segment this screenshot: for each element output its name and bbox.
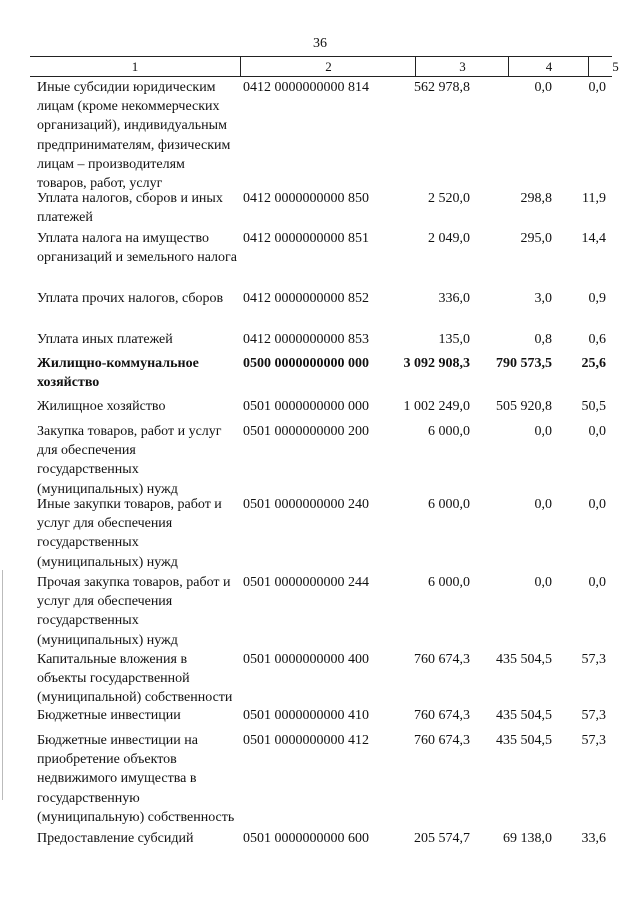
row-plan-value: 6 000,0 — [428, 424, 470, 439]
row-fact-value: 435 504,5 — [496, 708, 552, 723]
row-plan-value: 6 000,0 — [428, 575, 470, 590]
row-plan-value: 205 574,7 — [414, 831, 470, 846]
row-name: Бюджетные инвестиции на приобретение объектов недвижимого имущества в государственную (муниципальную) собственность — [37, 733, 235, 825]
row-percent: 0,0 — [588, 424, 606, 439]
row-percent: 33,6 — [581, 831, 606, 846]
row-name: Уплата налога на имущество организаций и земельного налога — [37, 231, 237, 266]
row-code: 0501 0000000000 000 — [243, 399, 369, 414]
row-fact-value: 295,0 — [520, 231, 552, 246]
row-plan-value: 3 092 908,3 — [403, 356, 470, 371]
row-name: Капитальные вложения в объекты государственной (муниципальной) собственности — [37, 652, 233, 706]
row-name: Жилищно-коммунальное хозяйство — [37, 356, 199, 391]
row-code: 0501 0000000000 410 — [243, 708, 369, 723]
row-fact-value: 435 504,5 — [496, 733, 552, 748]
scan-edge-line — [2, 570, 3, 800]
row-fact-value: 790 573,5 — [496, 356, 552, 371]
row-code: 0501 0000000000 244 — [243, 575, 369, 590]
row-fact-value: 435 504,5 — [496, 652, 552, 667]
row-name: Жилищное хозяйство — [37, 399, 166, 414]
row-code: 0501 0000000000 240 — [243, 497, 369, 512]
row-fact-value: 0,8 — [534, 332, 552, 347]
row-plan-value: 760 674,3 — [414, 652, 470, 667]
row-fact-value: 3,0 — [534, 291, 552, 306]
row-fact-value: 0,0 — [534, 80, 552, 95]
row-percent: 57,3 — [581, 652, 606, 667]
row-code: 0412 0000000000 852 — [243, 291, 369, 306]
row-code: 0412 0000000000 853 — [243, 332, 369, 347]
row-plan-value: 562 978,8 — [414, 80, 470, 95]
page-number: 36 — [313, 36, 327, 51]
row-name: Иные закупки товаров, работ и услуг для обеспечения государственных (муниципальных) нужд — [37, 497, 222, 570]
row-plan-value: 2 049,0 — [428, 231, 470, 246]
row-plan-value: 6 000,0 — [428, 497, 470, 512]
row-code: 0412 0000000000 814 — [243, 80, 369, 95]
row-code: 0501 0000000000 600 — [243, 831, 369, 846]
row-fact-value: 69 138,0 — [503, 831, 552, 846]
row-name: Уплата иных платежей — [37, 332, 173, 347]
row-percent: 0,6 — [588, 332, 606, 347]
row-fact-value: 0,0 — [534, 424, 552, 439]
row-plan-value: 135,0 — [438, 332, 470, 347]
row-code: 0501 0000000000 400 — [243, 652, 369, 667]
row-name: Предоставление субсидий — [37, 831, 194, 846]
row-code: 0501 0000000000 412 — [243, 733, 369, 748]
row-name: Закупка товаров, работ и услуг для обеспечения государственных (муниципальных) нужд — [37, 424, 222, 497]
header-col-1: 1 — [131, 59, 139, 74]
row-code: 0412 0000000000 850 — [243, 191, 369, 206]
row-percent: 0,0 — [588, 575, 606, 590]
row-percent: 50,5 — [581, 399, 606, 414]
row-plan-value: 760 674,3 — [414, 708, 470, 723]
row-code: 0412 0000000000 851 — [243, 231, 369, 246]
row-percent: 0,9 — [588, 291, 606, 306]
header-col-2: 2 — [240, 57, 416, 76]
row-plan-value: 336,0 — [438, 291, 470, 306]
row-fact-value: 298,8 — [520, 191, 552, 206]
row-percent: 11,9 — [582, 191, 606, 206]
row-name: Уплата прочих налогов, сборов — [37, 291, 224, 306]
row-plan-value: 1 002 249,0 — [403, 399, 470, 414]
row-fact-value: 0,0 — [534, 575, 552, 590]
row-percent: 0,0 — [588, 80, 606, 95]
row-code: 0501 0000000000 200 — [243, 424, 369, 439]
row-plan-value: 2 520,0 — [428, 191, 470, 206]
row-code: 0500 0000000000 000 — [243, 356, 369, 371]
row-percent: 14,4 — [581, 231, 606, 246]
table-header — [30, 56, 619, 77]
header-col-4: 4 — [508, 57, 589, 76]
row-name: Иные субсидии юридическим лицам (кроме некоммерческих организаций), индивидуальным предпринимателям, физическим лицам – производителям товаров, работ, услуг — [37, 80, 231, 192]
row-name: Бюджетные инвестиции — [37, 708, 181, 723]
row-fact-value: 0,0 — [534, 497, 552, 512]
row-plan-value: 760 674,3 — [414, 733, 470, 748]
row-name: Прочая закупка товаров, работ и услуг для обеспечения государственных (муниципальных) нужд — [37, 575, 231, 648]
header-col-5: 5 — [588, 57, 640, 76]
row-fact-value: 505 920,8 — [496, 399, 552, 414]
row-percent: 57,3 — [581, 708, 606, 723]
row-percent: 0,0 — [588, 497, 606, 512]
row-percent: 57,3 — [581, 733, 606, 748]
row-percent: 25,6 — [581, 356, 606, 371]
header-col-3: 3 — [415, 57, 509, 76]
row-name: Уплата налогов, сборов и иных платежей — [37, 191, 223, 226]
